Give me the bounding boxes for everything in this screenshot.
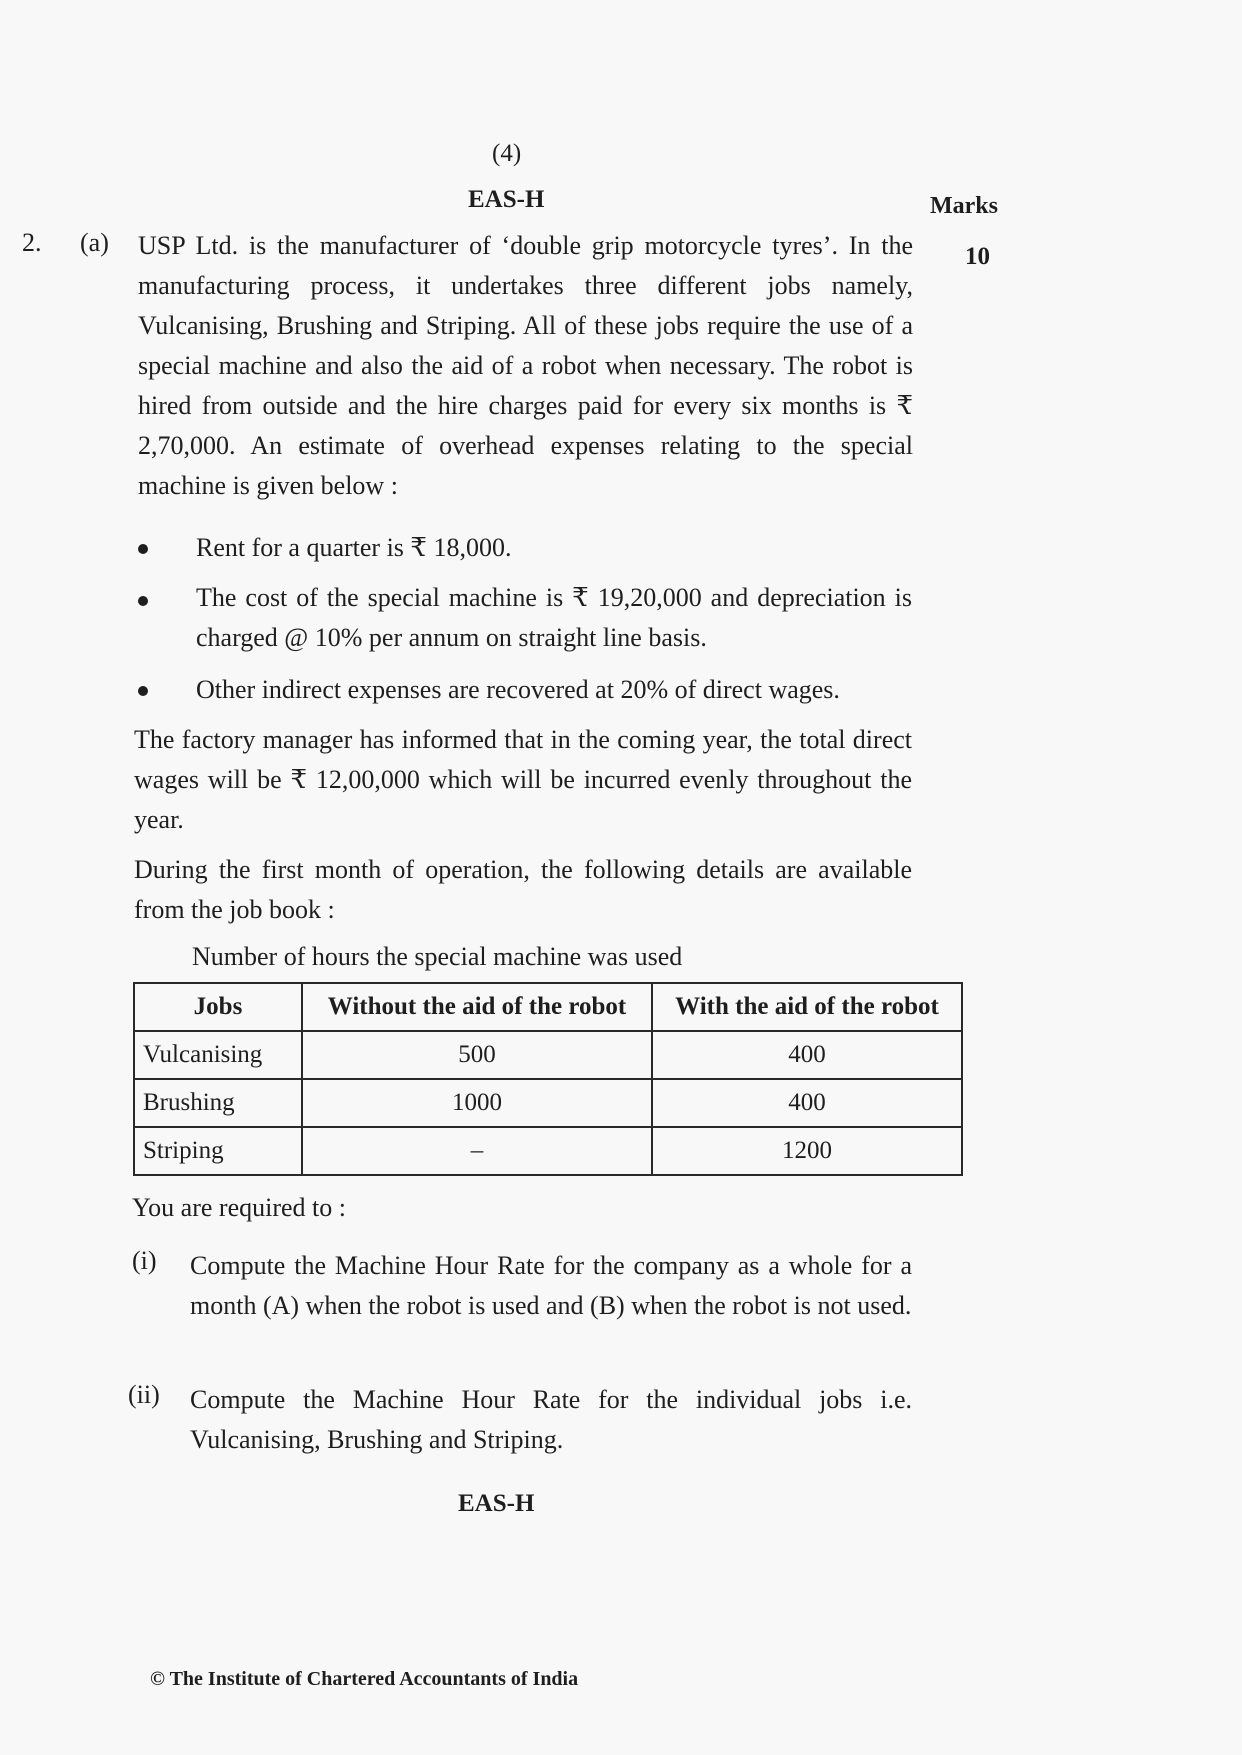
bullet-icon (138, 686, 148, 696)
bullet-icon (138, 596, 148, 606)
paper-code-header: EAS-H (468, 186, 545, 213)
table-caption: Number of hours the special machine was used (192, 942, 683, 971)
table-row (134, 1079, 962, 1127)
job-name-cell: Brushing (134, 1079, 302, 1127)
requirement-text: Compute the Machine Hour Rate for the individual jobs i.e. Vulcanising, Brushing and Striping. (190, 1385, 912, 1454)
marks-value: 10 (965, 243, 990, 270)
column-header-jobs: Jobs (134, 983, 302, 1031)
question-number: 2. (22, 228, 42, 257)
machine-hours-table (133, 982, 963, 1176)
paper-code-footer: EAS-H (458, 1490, 535, 1517)
bullet-item (0, 578, 1242, 658)
requirement-text: Compute the Machine Hour Rate for the company as a whole for a month (A) when the robot is used and (B) when the robot is not used. (190, 1251, 912, 1320)
page-number: (4) (492, 140, 522, 167)
question-part-label: (a) (80, 228, 109, 257)
table-row (134, 1127, 962, 1175)
requirement-label: (ii) (128, 1380, 160, 1409)
question-intro: USP Ltd. is the manufacturer of ‘double grip motorcycle tyres’. In the manufacturing process, it undertakes three different jobs namely, Vulcanising, Brushing and Striping. All of these jobs require the use of a special machine and also the aid of a robot when necessary. The robot is hired from outside and the hire charges paid for every six months is ₹ 2,70,000. An estimate of overhead expenses relating to the special machine is given below : (138, 231, 913, 500)
requirement-label: (i) (132, 1246, 157, 1275)
table-row (134, 1031, 962, 1079)
hours-with-robot-cell: 400 (652, 1079, 962, 1127)
hours-with-robot-cell: 400 (652, 1031, 962, 1079)
job-name-cell: Striping (134, 1127, 302, 1175)
job-book-note: During the first month of operation, the following details are available from the job book : (134, 855, 912, 924)
column-header-with-robot: With the aid of the robot (652, 983, 962, 1031)
copyright-notice: © The Institute of Chartered Accountants of India (150, 1668, 579, 1690)
bullet-text: The cost of the special machine is ₹ 19,20,000 and depreciation is charged @ 10% per annum on straight line basis. (196, 583, 912, 652)
required-intro: You are required to : (132, 1193, 346, 1222)
bullet-icon (138, 544, 148, 554)
bullet-item (0, 670, 1242, 710)
bullet-text: Other indirect expenses are recovered at 20% of direct wages. (196, 675, 840, 704)
hours-without-robot-cell: 500 (302, 1031, 652, 1079)
hours-without-robot-cell: 1000 (302, 1079, 652, 1127)
bullet-text: Rent for a quarter is ₹ 18,000. (196, 533, 512, 562)
marks-heading: Marks (930, 193, 998, 219)
direct-wages-note: The factory manager has informed that in the coming year, the total direct wages will be ₹ 12,00,000 which will be incurred evenly throughout the year. (134, 725, 912, 834)
job-name-cell: Vulcanising (134, 1031, 302, 1079)
hours-without-robot-cell: – (302, 1127, 652, 1175)
bullet-item (0, 528, 1242, 568)
hours-with-robot-cell: 1200 (652, 1127, 962, 1175)
column-header-without-robot: Without the aid of the robot (302, 983, 652, 1031)
table-header-row (134, 983, 962, 1031)
